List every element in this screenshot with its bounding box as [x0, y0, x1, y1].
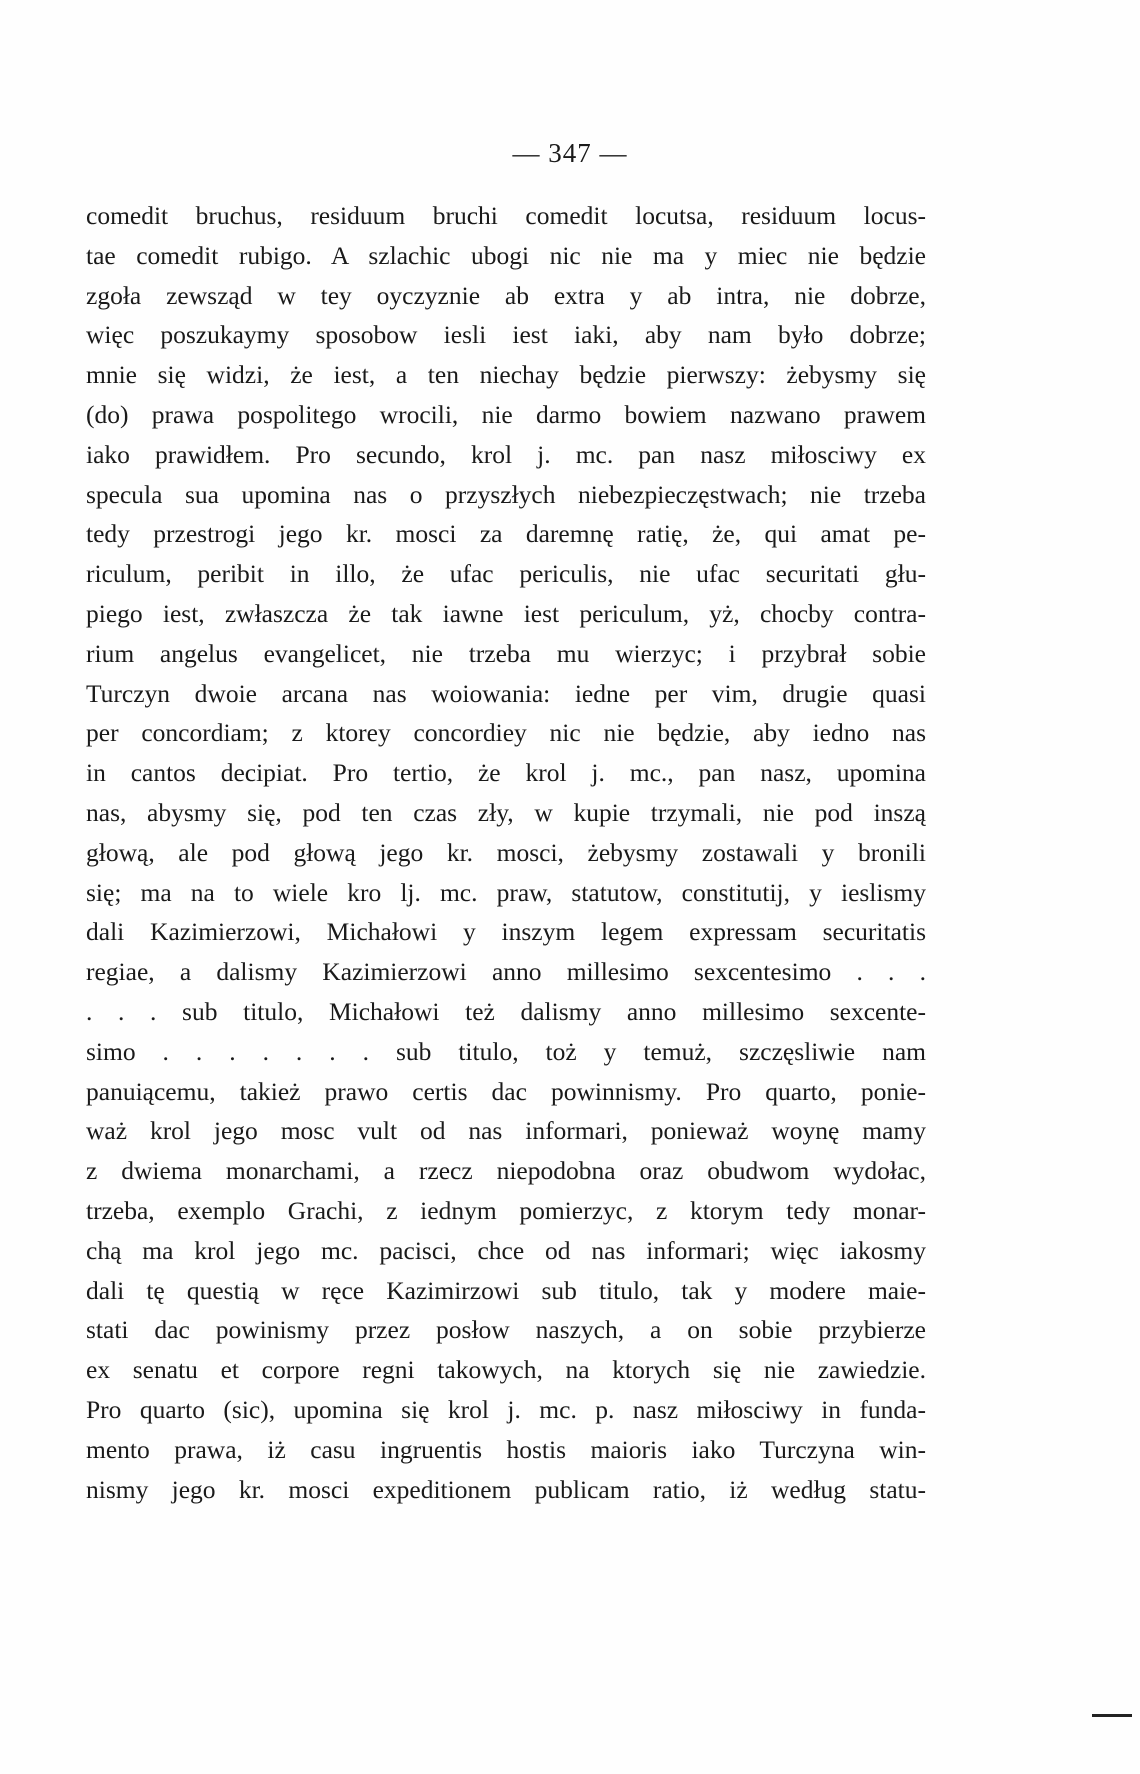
page-number: — 347 —	[512, 138, 628, 168]
text-line: . . . sub titulo, Michałowi też dalismy anno millesimo sexcente-	[86, 996, 926, 1026]
text-line: (do) prawa pospolitego wrocili, nie darmo bowiem nazwano prawem	[86, 399, 926, 429]
text-line: mento prawa, iż casu ingruentis hostis maioris iako Turczyna win-	[86, 1434, 926, 1464]
text-line: nas, abysmy się, pod ten czas zły, w kupie trzymali, nie pod inszą	[86, 797, 926, 827]
text-line: mnie się widzi, że iest, a ten niechay będzie pierwszy: żebysmy się	[86, 360, 926, 390]
text-line: panuiącemu, takież prawo certis dac powinnismy. Pro quarto, ponie-	[86, 1076, 926, 1106]
text-line: stati dac powinismy przez posłow naszych, a on sobie przybierze	[86, 1315, 926, 1345]
text-line: chą ma krol jego mc. pacisci, chce od nas informari; więc iakosmy	[86, 1235, 926, 1265]
text-line: więc poszukaymy sposobow iesli iest iaki, aby nam było dobrze;	[86, 320, 926, 350]
text-line: z dwiema monarchami, a rzecz niepodobna oraz obudwom wydołac,	[86, 1156, 926, 1186]
text-line: iako prawidłem. Pro secundo, krol j. mc. pan nasz miłosciwy ex	[86, 439, 926, 469]
text-line: regiae, a dalismy Kazimierzowi anno millesimo sexcentesimo . . .	[86, 957, 926, 987]
text-line: ex senatu et corpore regni takowych, na ktorych się nie zawiedzie.	[86, 1355, 926, 1385]
text-line: riculum, peribit in illo, że ufac periculis, nie ufac securitati głu-	[86, 559, 926, 589]
text-line: tae comedit rubigo. A szlachic ubogi nic nie ma y miec nie będzie	[86, 240, 926, 270]
text-line: specula sua upomina nas o przyszłych niebezpieczęstwach; nie trzeba	[86, 479, 926, 509]
text-line: Pro quarto (sic), upomina się krol j. mc. p. nasz miłosciwy in funda-	[86, 1394, 926, 1424]
text-line: dali tę questią w ręce Kazimirzowi sub titulo, tak y modere maie-	[86, 1275, 926, 1305]
text-line: głową, ale pod głową jego kr. mosci, żebysmy zostawali y bronili	[86, 837, 926, 867]
text-line: in cantos decipiat. Pro tertio, że krol j. mc., pan nasz, upomina	[86, 758, 926, 788]
text-line: dali Kazimierzowi, Michałowi y inszym legem expressam securitatis	[86, 917, 926, 947]
text-line: per concordiam; z ktorey concordiey nic nie będzie, aby iedno nas	[86, 718, 926, 748]
text-line: comedit bruchus, residuum bruchi comedit locutsa, residuum locus-	[86, 201, 926, 230]
text-line: się; ma na to wiele kro lj. mc. praw, statutow, constitutij, y ieslismy	[86, 877, 926, 907]
text-line: Turczyn dwoie arcana nas woiowania: iedne per vim, drugie quasi	[86, 678, 926, 708]
text-line: rium angelus evangelicet, nie trzeba mu wierzyc; i przybrał sobie	[86, 638, 926, 668]
text-line: nismy jego kr. mosci expeditionem publicam ratio, iż według statu-	[86, 1474, 926, 1504]
text-line: piego iest, zwłaszcza że tak iawne iest periculum, yż, chocby contra-	[86, 598, 926, 628]
text-line: tedy przestrogi jego kr. mosci za daremnę ratię, że, qui amat pe-	[86, 519, 926, 549]
text-line: simo . . . . . . . sub titulo, toż y temuż, szczęsliwie nam	[86, 1036, 926, 1066]
body-text	[86, 196, 926, 1509]
text-line: waż krol jego mosc vult od nas informari, ponieważ woynę mamy	[86, 1116, 926, 1146]
edge-mark	[1092, 1714, 1132, 1717]
text-line: zgoła zewsząd w tey oyczyznie ab extra y ab intra, nie dobrze,	[86, 280, 926, 310]
text-line: trzeba, exemplo Grachi, z iednym pomierzyc, z ktorym tedy monar-	[86, 1195, 926, 1225]
